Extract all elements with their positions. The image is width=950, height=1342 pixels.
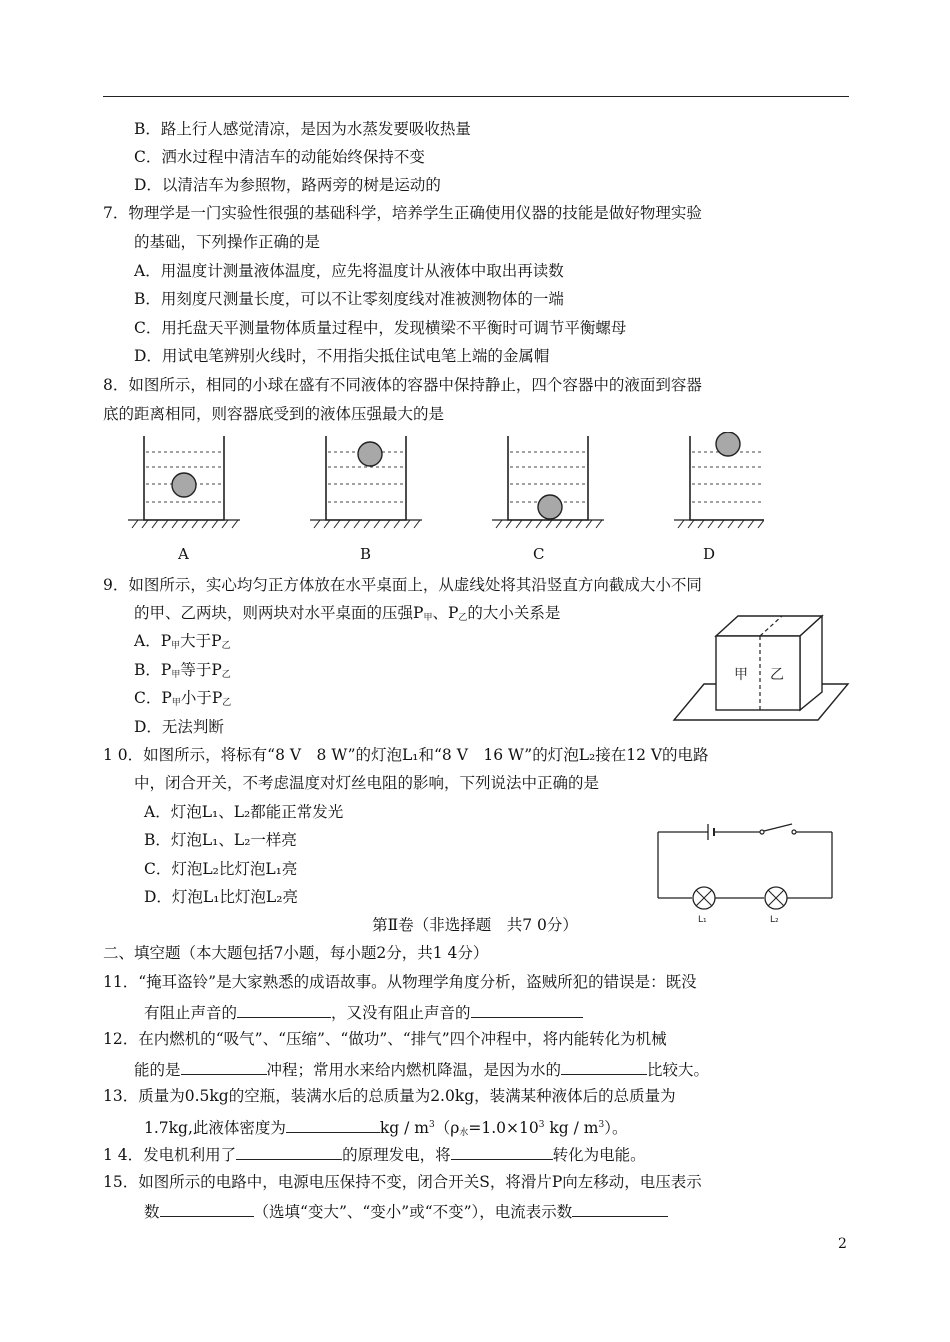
- bulb-l1-label: L₁: [698, 915, 707, 925]
- q11-line1: 11．“掩耳盗铃”是大家熟悉的成语故事。从物理学角度分析，盗贼所犯的错误是：既没: [103, 973, 697, 991]
- ball-d: [716, 432, 740, 456]
- q12-blank-1[interactable]: [181, 1058, 267, 1075]
- q9-option-b: B．$P_甲$等于$P_乙$: [134, 661, 231, 680]
- q9-option-a: A．$P_甲$大于$P_乙$: [134, 632, 231, 651]
- cube-label-yi: 乙: [770, 667, 784, 683]
- q10-option-a: A．灯泡L₁、L₂都能正常发光: [144, 803, 344, 821]
- switch-blade: [764, 824, 792, 831]
- q8-label-c: C: [533, 545, 545, 563]
- q10-circuit-figure: [654, 820, 836, 926]
- q8-containers-figure: [124, 432, 764, 532]
- q8-stem-line2: 底的距离相同，则容器底受到的液体压强最大的是: [103, 405, 445, 423]
- ball-b: [358, 442, 382, 466]
- section2-heading: 二、填空题（本大题包括7小题，每小题2分，共1 4分）: [103, 944, 489, 962]
- q7-option-a: A．用温度计测量液体温度，应先将温度计从液体中取出再读数: [134, 262, 564, 280]
- q13-line2: 1.7kg,此液体密度为 kg / $m^3(\rho_水=1.0\times 10^3$ kg / $m^3$）。: [144, 1115, 627, 1143]
- q7-stem-line1: 7．物理学是一门实验性很强的基础科学，培养学生正确使用仪器的技能是做好物理实验: [103, 204, 702, 222]
- q8-label-d: D: [703, 545, 716, 563]
- container-a: [128, 436, 240, 528]
- q9-stem-line2: 的甲、乙两块，则两块对水平桌面的压强$P_甲$、$P_乙$的大小关系是: [134, 604, 561, 623]
- q11-blank-2[interactable]: [471, 1001, 583, 1018]
- q15-blank-2[interactable]: [572, 1200, 668, 1217]
- q13-blank[interactable]: [286, 1116, 380, 1133]
- q12-line1: 12．在内燃机的“吸气”、“压缩”、“做功”、“排气”四个冲程中，将内能转化为机械: [103, 1030, 667, 1048]
- q8-label-a: A: [178, 545, 189, 563]
- q9-stem-line1: 9．如图所示，实心均匀正方体放在水平桌面上，从虚线处将其沿竖直方向截成大小不同: [103, 576, 702, 594]
- q6-option-d: D．以清洁车为参照物，路两旁的树是运动的: [134, 176, 441, 194]
- q14-blank-2[interactable]: [451, 1143, 553, 1160]
- page-number: 2: [838, 1236, 847, 1252]
- q6-option-c: C．洒水过程中清洁车的动能始终保持不变: [134, 148, 425, 166]
- q14-blank-1[interactable]: [236, 1143, 342, 1160]
- q15-line2: 数 （选填“变大”、“变小”或“不变”），电流表示数: [144, 1200, 668, 1222]
- q12-line2: 能的是 冲程；常用水来给内燃机降温，是因为水的 比较大。: [134, 1058, 709, 1080]
- container-b: [310, 436, 422, 528]
- header-rule: [103, 96, 849, 97]
- q11-blank-1[interactable]: [237, 1001, 331, 1018]
- q9-option-c: C．$P_甲$小于$P_乙$: [134, 689, 232, 708]
- q14-line: 1 4．发电机利用了 的原理发电，将 转化为电能。: [103, 1143, 646, 1165]
- q8-label-b: B: [360, 545, 372, 563]
- bulb-l1: [693, 887, 715, 909]
- q13-line1: 13．质量为0.5kg的空瓶，装满水后的总质量为2.0kg，装满某种液体后的总质量为: [103, 1087, 676, 1105]
- ball-a: [172, 473, 196, 497]
- q15-blank-1[interactable]: [160, 1200, 254, 1217]
- q15-line1: 15．如图所示的电路中，电源电压保持不变，闭合开关S，将滑片P向左移动，电压表示: [103, 1173, 702, 1191]
- bulb-l2-label: L₂: [770, 915, 779, 925]
- container-c: [492, 436, 604, 528]
- q8-stem-line1: 8．如图所示，相同的小球在盛有不同液体的容器中保持静止，四个容器中的液面到容器: [103, 376, 702, 394]
- q10-stem-line2: 中，闭合开关，不考虑温度对灯丝电阻的影响，下列说法中正确的是: [134, 774, 600, 792]
- q11-line2: 有阻止声音的 ，又没有阻止声音的: [144, 1001, 583, 1023]
- q9-option-d: D．无法判断: [134, 718, 224, 736]
- q10-option-b: B．灯泡L₁、L₂一样亮: [144, 831, 297, 849]
- bulb-l2: [765, 887, 787, 909]
- q12-blank-2[interactable]: [561, 1058, 647, 1075]
- q7-option-b: B．用刻度尺测量长度，可以不让零刻度线对准被测物体的一端: [134, 290, 564, 308]
- q9-cube-figure: [672, 606, 850, 724]
- part2-title: 第Ⅱ卷（非选择题 共7 0分）: [372, 916, 578, 934]
- cube-label-jia: 甲: [734, 667, 748, 683]
- ball-c: [538, 495, 562, 519]
- q7-option-c: C．用托盘天平测量物体质量过程中，发现横梁不平衡时可调节平衡螺母: [134, 319, 627, 337]
- q10-stem-line1: 1 0．如图所示，将标有“8 V 8 W”的灯泡L₁和“8 V 16 W”的灯泡L₂接在12 V的电路: [103, 746, 709, 764]
- q10-option-c: C．灯泡L₂比灯泡L₁亮: [144, 860, 298, 878]
- container-d: [674, 432, 764, 528]
- q7-stem-line2: 的基础，下列操作正确的是: [134, 233, 321, 251]
- q6-option-b: B．路上行人感觉清凉，是因为水蒸发要吸收热量: [134, 120, 471, 138]
- q10-option-d: D．灯泡L₁比灯泡L₂亮: [144, 888, 298, 906]
- q7-option-d: D．用试电笔辨别火线时，不用指尖抵住试电笔上端的金属帽: [134, 347, 550, 365]
